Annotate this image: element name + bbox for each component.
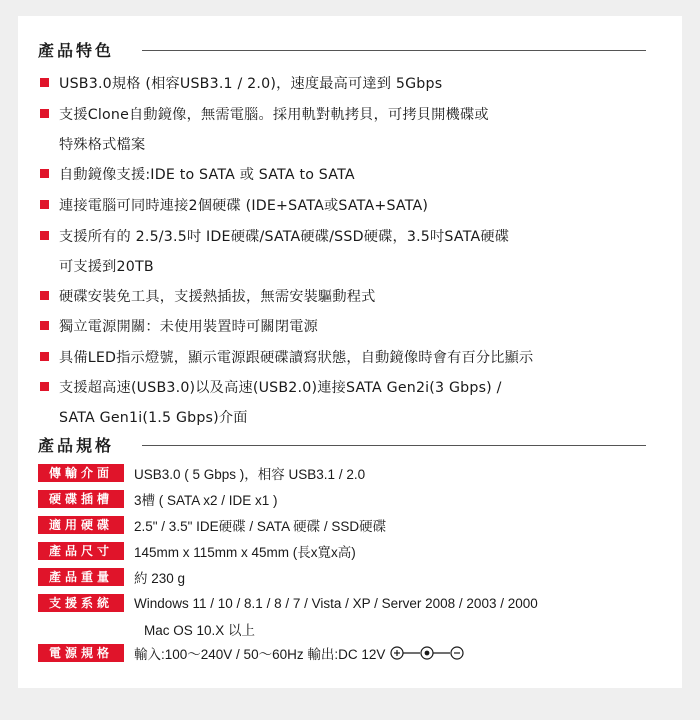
bullet-square-icon xyxy=(40,352,49,361)
spec-value: 輸入:100～240V / 50～60Hz 輸出:DC 12V xyxy=(134,647,386,662)
feature-item xyxy=(40,286,376,306)
bullet-square-icon xyxy=(40,78,49,87)
feature-text: 支援所有的 2.5/3.5吋 IDE硬碟/SATA硬碟/SSD硬碟，3.5吋SATA硬碟 xyxy=(59,229,510,245)
spec-row xyxy=(38,541,356,561)
features-title: 產品特色 xyxy=(38,41,115,60)
feature-item xyxy=(40,226,509,246)
feature-item xyxy=(40,164,355,184)
spec-label: 產品重量 xyxy=(38,568,124,586)
bullet-square-icon xyxy=(40,109,49,118)
spec-label: 產品尺寸 xyxy=(38,542,124,560)
feature-text-continued: 特殊格式檔案 xyxy=(59,137,146,153)
spec-row xyxy=(38,515,386,535)
bullet-square-icon xyxy=(40,231,49,240)
spec-row xyxy=(38,593,538,613)
features-divider xyxy=(142,50,646,51)
feature-text: 具備LED指示燈號，顯示電源跟硬碟讀寫狀態，自動鏡像時會有百分比顯示 xyxy=(59,350,534,366)
product-sheet xyxy=(18,16,682,688)
spec-value: 2.5" / 3.5" IDE硬碟 / SATA 硬碟 / SSD硬碟 xyxy=(134,519,387,534)
spec-row xyxy=(38,489,278,509)
bullet-square-icon xyxy=(40,291,49,300)
spec-label: 電源規格 xyxy=(38,644,124,662)
feature-item xyxy=(40,104,489,124)
bullet-square-icon xyxy=(40,169,49,178)
spec-value-continued: Mac OS 10.X 以上 xyxy=(144,623,256,638)
feature-item xyxy=(40,377,502,397)
feature-text: 連接電腦可同時連接2個硬碟 (IDE+SATA或SATA+SATA) xyxy=(59,198,429,214)
feature-text: 支援超高速(USB3.0)以及高速(USB2.0)連接SATA Gen2i(3 Gbps) / xyxy=(59,380,502,396)
feature-text: USB3.0規格 (相容USB3.1 / 2.0)，速度最高可達到 5Gbps xyxy=(59,76,443,92)
feature-text: 硬碟安裝免工具，支援熱插拔，無需安裝驅動程式 xyxy=(59,289,376,305)
bullet-square-icon xyxy=(40,382,49,391)
feature-item xyxy=(40,73,442,93)
feature-text: 獨立電源開關：未使用裝置時可關閉電源 xyxy=(59,319,318,335)
spec-label: 硬碟插槽 xyxy=(38,490,124,508)
feature-item xyxy=(40,195,428,215)
spec-row xyxy=(38,463,365,483)
feature-text: 自動鏡像支援:IDE to SATA 或 SATA to SATA xyxy=(59,167,355,183)
feature-text-continued: SATA Gen1i(1.5 Gbps)介面 xyxy=(59,410,248,426)
polarity-symbol-icon xyxy=(389,645,469,661)
feature-text-continued: 可支援到20TB xyxy=(59,259,154,275)
spec-row xyxy=(38,567,185,587)
spec-value: USB3.0 ( 5 Gbps )，相容 USB3.1 / 2.0 xyxy=(134,467,366,482)
bullet-square-icon xyxy=(40,321,49,330)
spec-label: 支援系統 xyxy=(38,594,124,612)
spec-value: Windows 11 / 10 / 8.1 / 8 / 7 / Vista / XP / Server 2008 / 2003 / 2000 xyxy=(134,595,538,611)
bullet-square-icon xyxy=(40,200,49,209)
spec-row xyxy=(38,643,469,663)
feature-text: 支援Clone自動鏡像，無需電腦。採用軌對軌拷貝，可拷貝開機碟或 xyxy=(59,107,489,123)
feature-item xyxy=(40,316,318,336)
spec-value: 145mm x 115mm x 45mm (長x寬x高) xyxy=(134,545,356,560)
feature-item xyxy=(40,347,533,367)
specs-divider xyxy=(142,445,646,446)
spec-label: 適用硬碟 xyxy=(38,516,124,534)
specs-title: 產品規格 xyxy=(38,436,115,455)
spec-value: 3槽 ( SATA x2 / IDE x1 ) xyxy=(134,493,278,508)
spec-label: 傳輸介面 xyxy=(38,464,124,482)
spec-value: 約 230 g xyxy=(134,571,186,586)
